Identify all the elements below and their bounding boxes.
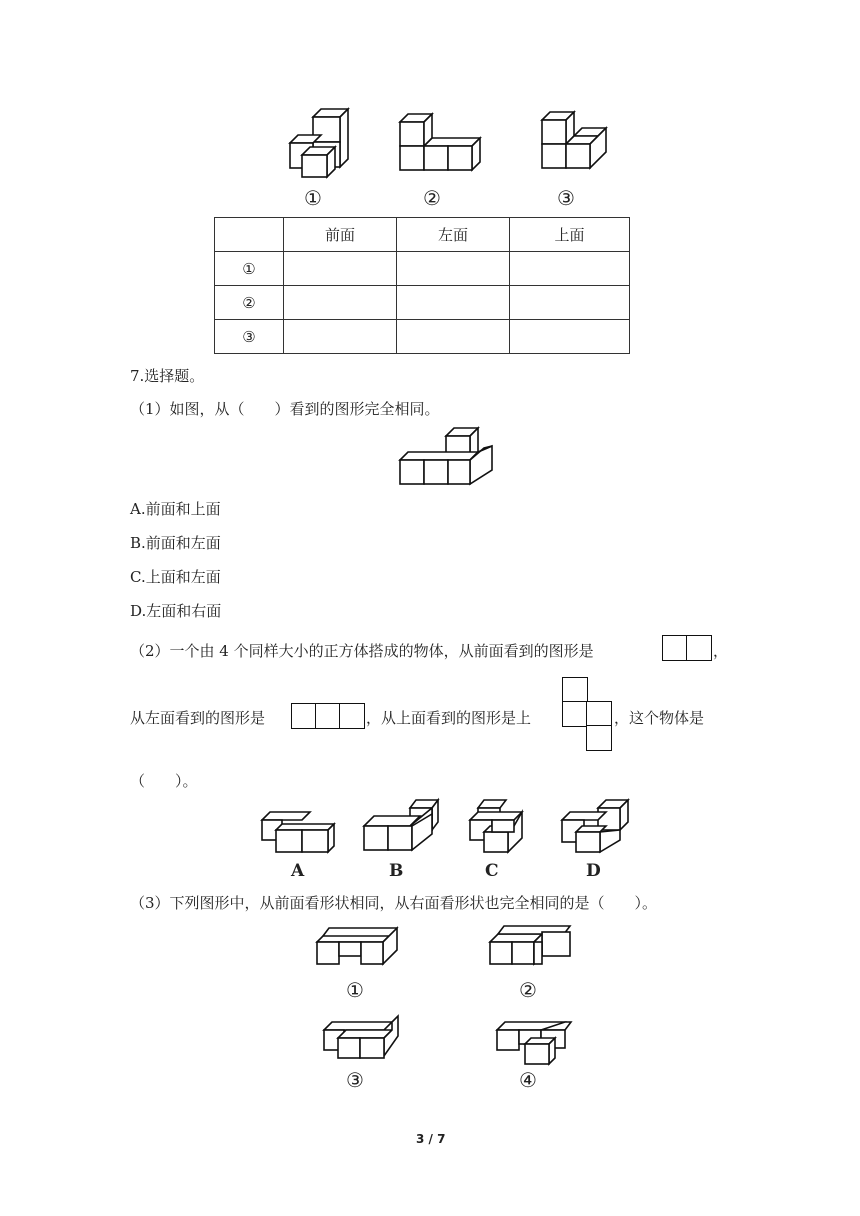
answer-cell[interactable] — [397, 252, 510, 286]
table-header-row — [215, 218, 630, 252]
front-view-square — [686, 635, 712, 661]
answer-cell[interactable] — [284, 286, 397, 320]
page-number: 3 / 7 — [416, 1132, 446, 1146]
top-figure-label-1: ① — [304, 186, 322, 210]
top-view-square — [562, 701, 588, 727]
question-7-1-figure — [398, 428, 498, 488]
q3-figure-3[interactable] — [322, 1016, 406, 1062]
front-view-square — [662, 635, 688, 661]
left-view-square — [291, 703, 317, 729]
answer-cell[interactable] — [510, 286, 630, 320]
table-row-label: ① — [215, 252, 284, 286]
question-7-2-object-text: ，这个物体是 — [614, 709, 705, 727]
question-7-1-stem: （1）如图，从（ ）看到的图形完全相同。 — [130, 400, 440, 418]
choice-c-label: C — [485, 861, 499, 881]
question-7-2-left-view-text: 从左面看到的图形是 — [130, 709, 266, 727]
table-row — [215, 252, 630, 286]
top-figure-3 — [540, 110, 615, 172]
question-7-2-top-view-text: ，从上面看到的图形是上 — [366, 709, 532, 727]
question-7-title: 7.选择题。 — [130, 367, 205, 385]
table-row-label: ③ — [215, 320, 284, 354]
option-a[interactable]: A.前面和上面 — [130, 500, 221, 518]
top-figure-label-2: ② — [423, 186, 441, 210]
answer-cell[interactable] — [397, 320, 510, 354]
question-7-2-stem: （2）一个由 4 个同样大小的正方体搭成的物体，从前面看到的图形是 — [130, 642, 594, 660]
top-view-square — [586, 701, 612, 727]
top-view-square — [562, 677, 588, 703]
option-d[interactable]: D.左面和右面 — [130, 602, 222, 620]
question-7-3-stem: （3）下列图形中，从前面看形状相同，从右面看形状也完全相同的是（ ）。 — [130, 894, 658, 912]
left-view-square — [339, 703, 365, 729]
answer-cell[interactable] — [510, 320, 630, 354]
option-b[interactable]: B.前面和左面 — [130, 534, 221, 552]
left-view-square — [315, 703, 341, 729]
choice-d-label: D — [586, 861, 601, 881]
table-header-cell: 左面 — [397, 218, 510, 252]
table-header-cell: 前面 — [284, 218, 397, 252]
question-7-2-answer-blank[interactable]: （ ）。 — [130, 772, 198, 790]
q3-figure-label-1: ① — [346, 978, 364, 1002]
answer-cell[interactable] — [284, 320, 397, 354]
table-row — [215, 286, 630, 320]
q3-figure-label-2: ② — [519, 978, 537, 1002]
q3-figure-2[interactable] — [488, 922, 578, 968]
top-figure-label-3: ③ — [557, 186, 575, 210]
answer-cell[interactable] — [284, 252, 397, 286]
q3-figure-1[interactable] — [315, 922, 405, 968]
view-table — [214, 217, 630, 354]
answer-cell[interactable] — [510, 252, 630, 286]
top-figure-2 — [398, 112, 488, 174]
table-row — [215, 320, 630, 354]
table-row-label: ② — [215, 286, 284, 320]
q3-figure-4[interactable] — [495, 1016, 579, 1068]
choice-a-figure[interactable] — [258, 806, 338, 856]
top-view-square — [586, 725, 612, 751]
choice-d-figure[interactable] — [560, 800, 632, 856]
option-c[interactable]: C.上面和左面 — [130, 568, 221, 586]
top-figure-1 — [280, 105, 360, 180]
question-7-2-comma: ， — [713, 642, 729, 660]
choice-c-figure[interactable] — [468, 798, 528, 856]
table-header-cell: 上面 — [510, 218, 630, 252]
choice-a-label: A — [291, 861, 305, 881]
choice-b-label: B — [389, 861, 404, 881]
choice-b-figure[interactable] — [362, 798, 442, 854]
table-header-cell — [215, 218, 284, 252]
q3-figure-label-3: ③ — [346, 1068, 364, 1092]
q3-figure-label-4: ④ — [519, 1068, 537, 1092]
answer-cell[interactable] — [397, 286, 510, 320]
